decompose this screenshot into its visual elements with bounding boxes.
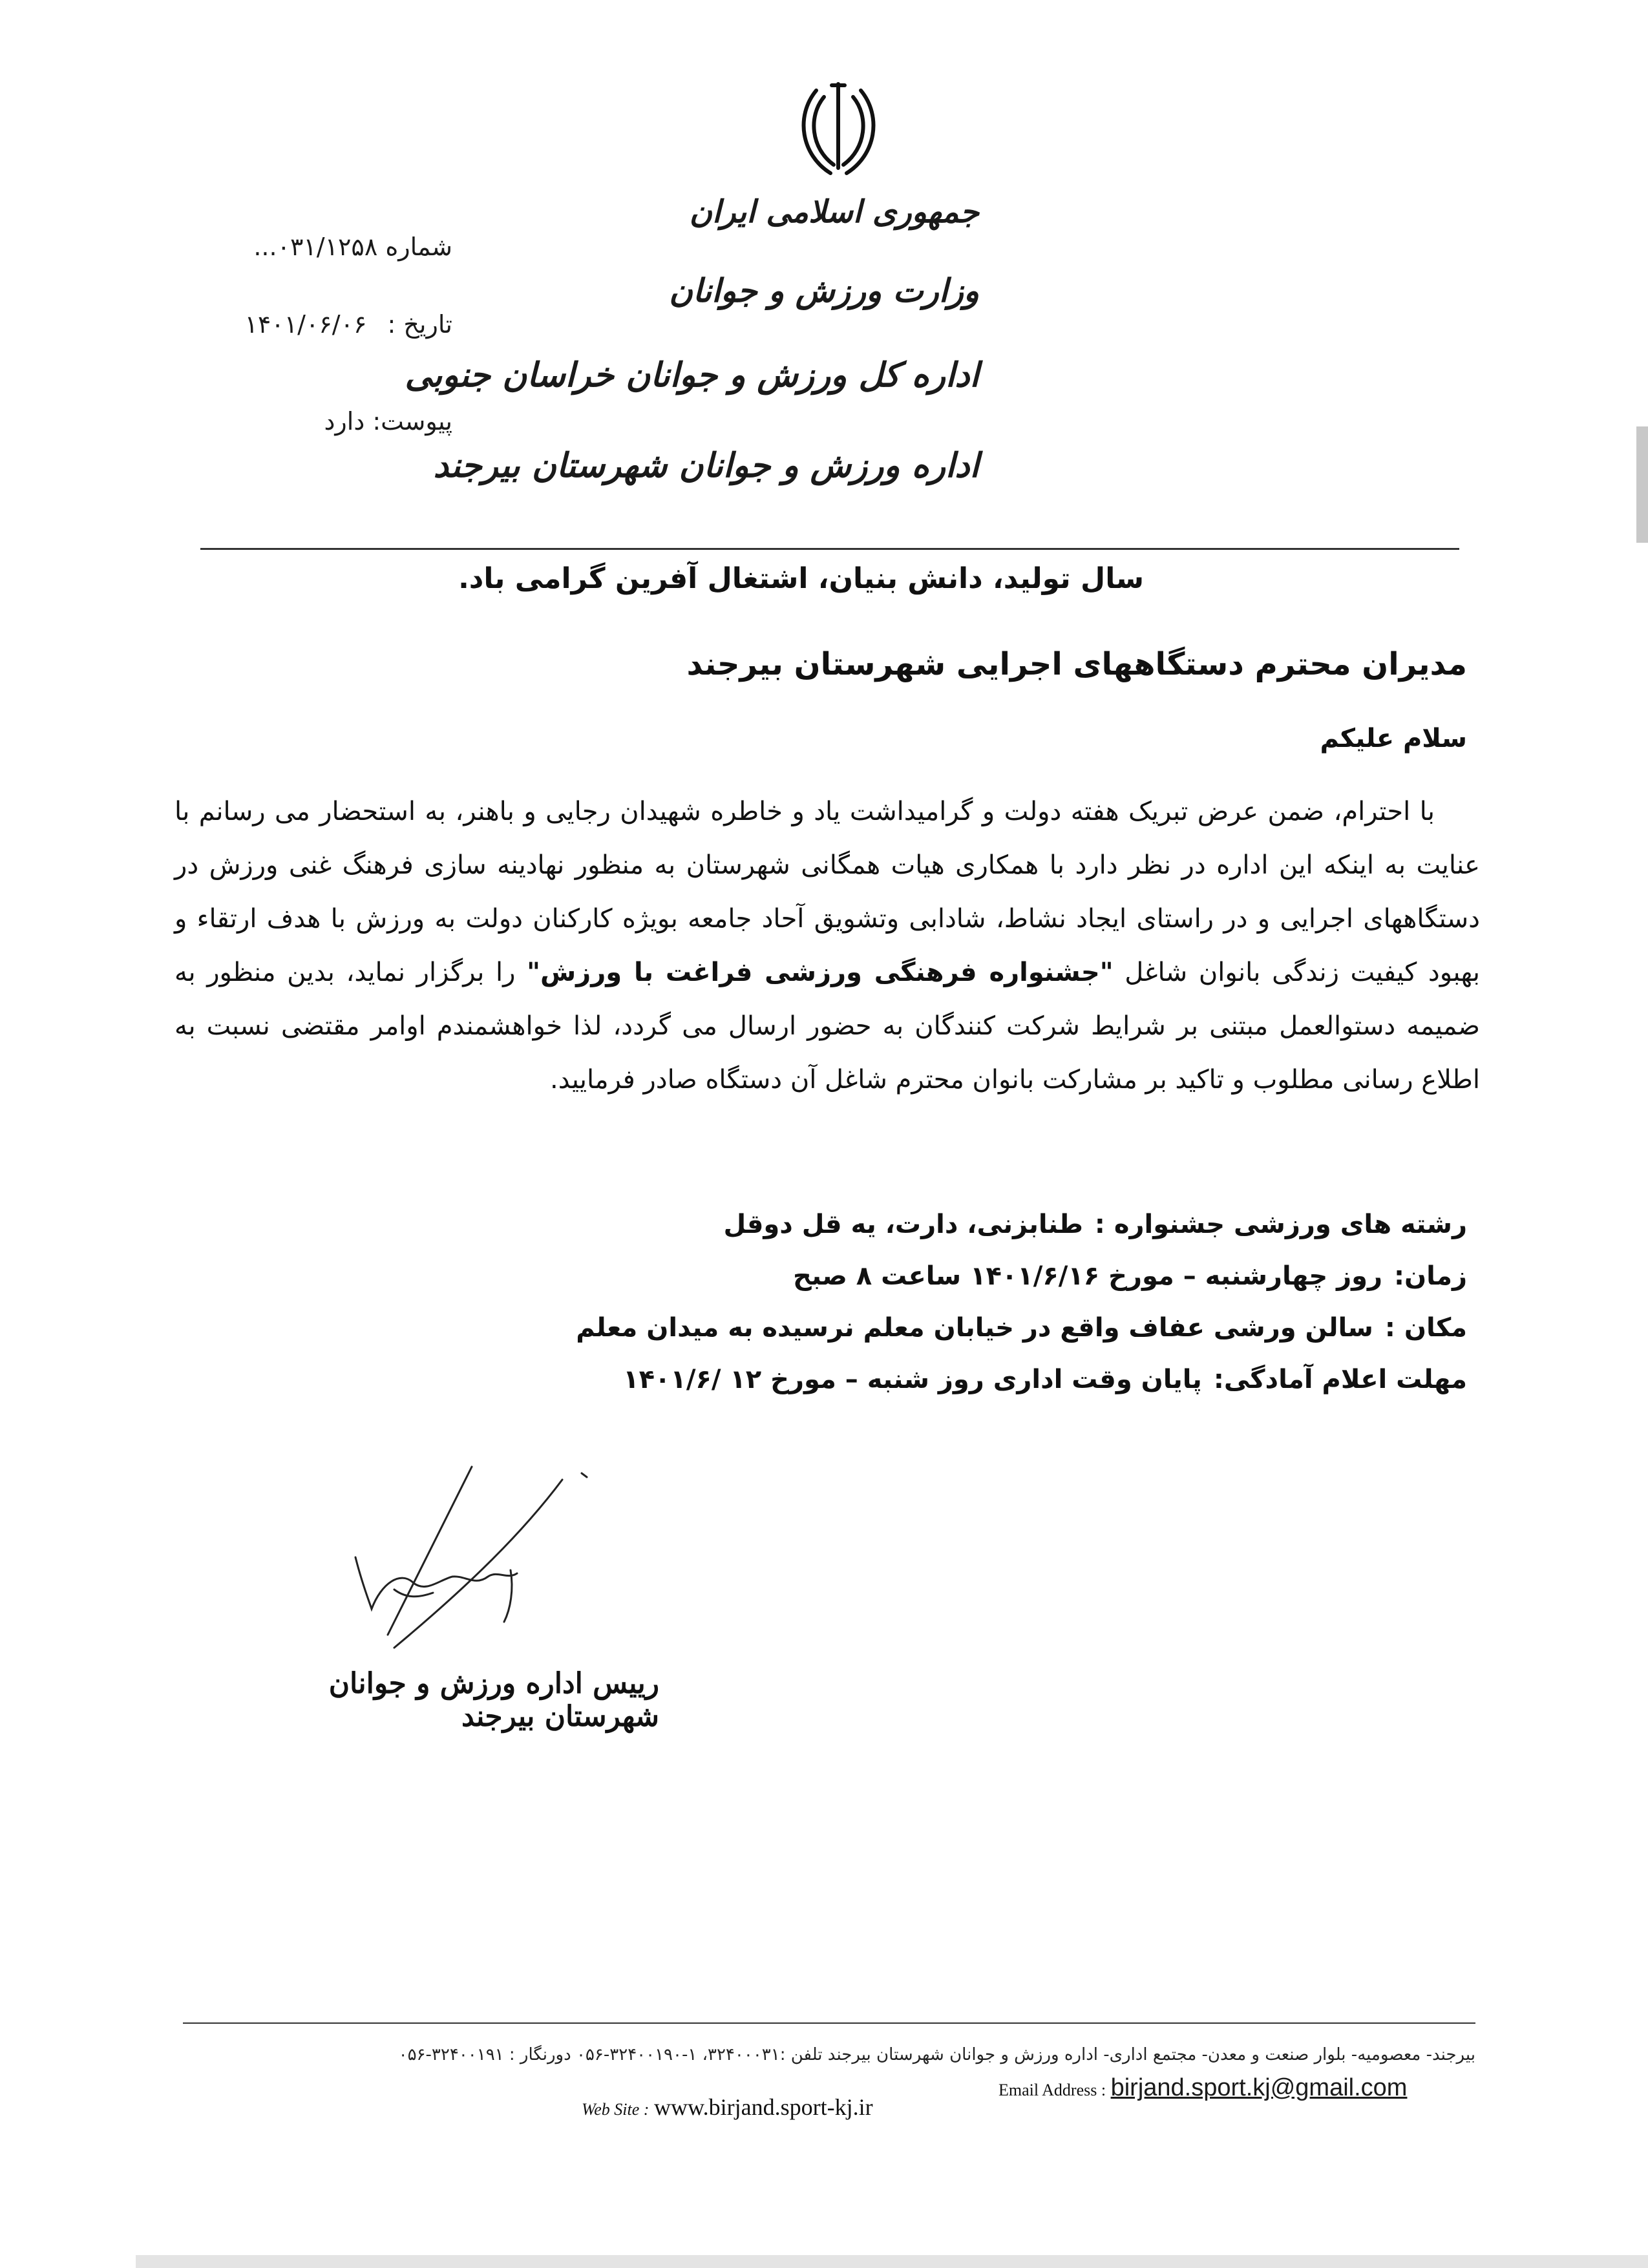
iran-emblem-icon	[798, 78, 879, 178]
letter-date	[162, 310, 452, 339]
footer-address: بیرجند- معصومیه- بلوار صنعت و معدن- مجتمع اداری- اداره ورزش و جوانان شهرستان بیرجند تلفن :۳۲۴۰۰۰۳۱، ۱-۳۲۴۰۰۱۹۰-۰۵۶ دورنگار : ۳۲۴۰۰۱۹۱-۰۵۶	[398, 2045, 1475, 2064]
detail-deadline	[433, 1354, 1467, 1405]
detail-place-label: مکان :	[1384, 1313, 1467, 1343]
footer-divider	[183, 2022, 1475, 2024]
header-ministry: وزارت ورزش و جوانان	[669, 271, 979, 310]
scan-edge-mark	[1636, 426, 1648, 543]
detail-sports-value: طنابزنی، دارت، یه قل دوقل	[723, 1210, 1083, 1239]
letter-attachment	[162, 407, 452, 436]
header-general-office: اداره کل ورزش و جوانان خراسان جنوبی	[405, 355, 979, 395]
letter-date-value: ۱۴۰۱/۰۶/۰۶	[244, 310, 367, 339]
letter-attachment-label: پیوست:	[372, 407, 452, 436]
body-part-2: را برگزار نماید، بدین منظور به ضمیمه دستوالعمل مبتنی بر شرایط شرکت کنندگان به حضور ارسال می گردد، لذا خواهشمندم اوامر مقتضی نسبت به اطلاع رسانی مطلوب و تاکید بر مشارکت بانوان محترم شاغل آن دستگاه صادر فرمایید.	[174, 958, 1480, 1095]
detail-time-label: زمان:	[1394, 1261, 1467, 1291]
header-city-office: اداره ورزش و جوانان شهرستان بیرجند	[433, 446, 979, 485]
detail-deadline-label: مهلت اعلام آمادگی:	[1213, 1365, 1467, 1394]
handwritten-signature	[317, 1460, 614, 1654]
email-link[interactable]: birjand.sport.kj@gmail.com	[1110, 2074, 1408, 2101]
letter-number-value: ۰۳۱/۱۲۵۸...	[253, 233, 378, 261]
letter-number-label: شماره	[385, 233, 452, 261]
email-label: Email Address :	[998, 2081, 1106, 2099]
recipient-line: مدیران محترم دستگاههای اجرایی شهرستان بیرجند	[686, 646, 1467, 682]
detail-place-value: سالن ورشی عفاف واقع در خیابان معلم نرسیده به میدان معلم	[576, 1313, 1373, 1343]
scan-bottom-shade	[136, 2255, 1648, 2268]
detail-deadline-value: پایان وقت اداری روز شنبه – مورخ ۱۲ /۱۴۰۱/۶	[623, 1365, 1202, 1394]
footer-email	[998, 2074, 1407, 2102]
body-part-1: با احترام، ضمن عرض تبریک هفته دولت و گرامیداشت یاد و خاطره شهیدان رجایی و باهنر، به استحضار می رسانم با عنایت به اینکه این اداره در نظر دارد با همکاری هیات همگانی شهرستان به منظور نهادینه سازی فرهنگ غنی ورزش در دستگاههای اجرایی و در راستای ایجاد نشاط، شادابی وتشویق آحاد جامعه بویژه کارکنان دولت به ورزش با هدف ارتقاء و بهبود کیفیت زندگی بانوان شاغل	[174, 797, 1481, 987]
detail-time-value: روز چهارشنبه – مورخ ۱۴۰۱/۶/۱۶ ساعت ۸ صبح	[793, 1261, 1383, 1291]
website-link[interactable]: www.birjand.sport-kj.ir	[653, 2094, 873, 2120]
event-details	[433, 1199, 1467, 1405]
detail-sports	[433, 1199, 1467, 1250]
detail-place	[433, 1302, 1467, 1354]
detail-time	[433, 1250, 1467, 1302]
header-republic: جمهوری اسلامی ایران	[689, 194, 979, 230]
detail-sports-label: رشته های ورزشی جشنواره :	[1094, 1210, 1467, 1239]
website-label: Web Site :	[582, 2100, 650, 2119]
letter-attachment-value: دارد	[324, 407, 365, 436]
signer-title: رییس اداره ورزش و جوانان شهرستان بیرجند	[328, 1667, 659, 1733]
header-divider	[200, 548, 1459, 550]
festival-name: "جشنواره فرهنگی ورزشی فراغت با ورزش"	[527, 958, 1114, 987]
footer-website	[582, 2094, 873, 2121]
letter-body	[174, 785, 1480, 1107]
greeting: سلام علیکم	[1320, 724, 1467, 753]
letter-number	[162, 233, 452, 261]
year-slogan: سال تولید، دانش بنیان، اشتغال آفرین گرامی باد.	[458, 562, 1144, 595]
letter-date-label: تاریخ :	[387, 310, 452, 339]
